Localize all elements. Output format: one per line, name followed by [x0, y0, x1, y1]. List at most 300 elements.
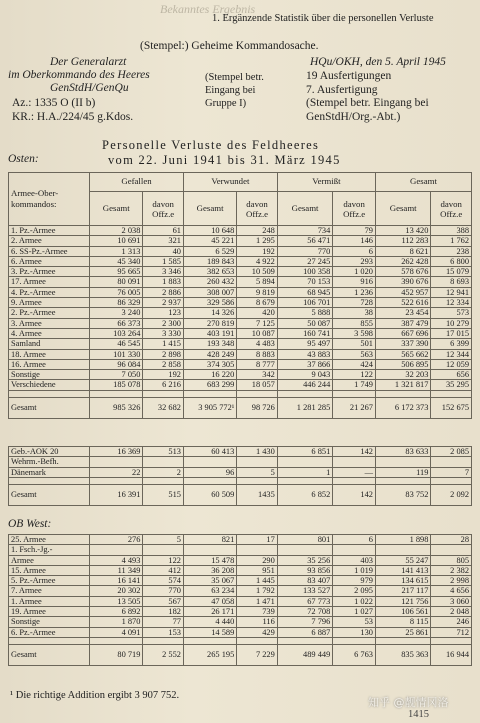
- row-label: Sonstige: [9, 617, 90, 627]
- cell-value: 329 586: [183, 298, 236, 308]
- total-value: 32 682: [143, 397, 184, 418]
- cell-value: 7 796: [277, 617, 332, 627]
- table-row: [9, 447, 472, 457]
- cell-value: 573: [431, 308, 472, 318]
- cell-value: 95 665: [90, 267, 143, 277]
- total-value: 98 726: [237, 397, 278, 418]
- header-verwundet: Verwundet: [183, 173, 277, 192]
- cell-value: 563: [333, 349, 376, 359]
- cell-value: 7 050: [90, 370, 143, 380]
- cell-value: 1 762: [431, 236, 472, 246]
- cell-value: 101 330: [90, 349, 143, 359]
- header-gesamt: Gesamt: [375, 173, 471, 192]
- cell-value: 10 648: [183, 226, 236, 236]
- cell-value: 506 895: [375, 359, 430, 369]
- cell-value: 22: [90, 467, 143, 477]
- header-army: Armee-Ober-kommandos:: [9, 173, 90, 226]
- cell-value: 260 432: [183, 277, 236, 287]
- cell-value: 6 887: [277, 627, 332, 637]
- cell-value: 2: [143, 467, 184, 477]
- cell-value: [333, 545, 376, 555]
- copy-number-line: 7. Ausfertigung: [306, 84, 378, 96]
- cell-value: 1 471: [237, 596, 278, 606]
- sub-gesamt: Gesamt: [90, 192, 143, 226]
- table-spacer: [9, 390, 472, 397]
- cell-value: 122: [333, 370, 376, 380]
- cell-value: 337 390: [375, 339, 430, 349]
- cell-value: 46 545: [90, 339, 143, 349]
- table-row: [9, 596, 472, 606]
- cell-value: 238: [431, 246, 472, 256]
- cell-value: 656: [431, 370, 472, 380]
- cell-value: 10 509: [237, 267, 278, 277]
- cell-value: 100 358: [277, 267, 332, 277]
- cell-value: 28: [431, 535, 472, 545]
- cell-value: 13 420: [375, 226, 430, 236]
- cell-value: 10 691: [90, 236, 143, 246]
- total-row: [9, 397, 472, 418]
- cell-value: 390 676: [375, 277, 430, 287]
- cell-value: 83 407: [277, 576, 332, 586]
- total-value: 3 905 772¹: [183, 397, 236, 418]
- row-label: 9. Armee: [9, 298, 90, 308]
- cell-value: 36 208: [183, 565, 236, 575]
- cell-value: 374 305: [183, 359, 236, 369]
- row-label: Verschiedene: [9, 380, 90, 390]
- cell-value: 17: [237, 535, 278, 545]
- sub-gesamt: Gesamt: [277, 192, 332, 226]
- cell-value: 1: [277, 467, 332, 477]
- table-row: [9, 617, 472, 627]
- table-row: [9, 467, 472, 477]
- cell-value: 133 527: [277, 586, 332, 596]
- total-value: 515: [143, 484, 184, 505]
- table-row: [9, 545, 472, 555]
- row-label: Geb.-AOK 20: [9, 447, 90, 457]
- cell-value: 2 300: [143, 318, 184, 328]
- cell-value: 734: [277, 226, 332, 236]
- cell-value: 23 454: [375, 308, 430, 318]
- cell-value: [143, 457, 184, 467]
- table-row: [9, 576, 472, 586]
- cell-value: 56 471: [277, 236, 332, 246]
- cell-value: 4 656: [431, 586, 472, 596]
- cell-value: 801: [277, 535, 332, 545]
- total-row: [9, 484, 472, 505]
- cell-value: 248: [237, 226, 278, 236]
- cell-value: 1 792: [237, 586, 278, 596]
- cell-value: 3 330: [143, 328, 184, 338]
- cell-value: 424: [333, 359, 376, 369]
- row-label: 6. Pz.-Armee: [9, 627, 90, 637]
- cell-value: 728: [333, 298, 376, 308]
- table-row: [9, 267, 472, 277]
- cell-value: 6 529: [183, 246, 236, 256]
- total-row: [9, 644, 472, 665]
- cell-value: 20 302: [90, 586, 143, 596]
- cell-value: 3 346: [143, 267, 184, 277]
- row-label: 25. Armee: [9, 535, 90, 545]
- cell-value: [375, 457, 430, 467]
- cell-value: 80 091: [90, 277, 143, 287]
- header-vermisst: Vermißt: [277, 173, 375, 192]
- cell-value: 4 091: [90, 627, 143, 637]
- row-label: 6. Armee: [9, 256, 90, 266]
- cell-value: 12 941: [431, 287, 472, 297]
- cell-value: 1 749: [333, 380, 376, 390]
- cell-value: 262 428: [375, 256, 430, 266]
- table-row: [9, 287, 472, 297]
- cell-value: 15 079: [431, 267, 472, 277]
- page-number: 1415: [408, 709, 429, 720]
- cell-value: 403: [333, 555, 376, 565]
- cell-value: 50 087: [277, 318, 332, 328]
- cell-value: 192: [143, 370, 184, 380]
- table-row: [9, 607, 472, 617]
- cell-value: 2 038: [90, 226, 143, 236]
- cell-value: 10 279: [431, 318, 472, 328]
- total-label: Gesamt: [9, 484, 90, 505]
- total-value: 16 944: [431, 644, 472, 665]
- cell-value: —: [333, 467, 376, 477]
- cell-value: 1 430: [237, 447, 278, 457]
- total-value: 835 363: [375, 644, 430, 665]
- sub-offz: davon Offz.e: [143, 192, 184, 226]
- cell-value: 79: [333, 226, 376, 236]
- cell-value: 35 295: [431, 380, 472, 390]
- cell-value: 1 295: [237, 236, 278, 246]
- cell-value: 103 264: [90, 328, 143, 338]
- cell-value: [237, 545, 278, 555]
- cell-value: 66 373: [90, 318, 143, 328]
- cell-value: 805: [431, 555, 472, 565]
- total-label: Gesamt: [9, 397, 90, 418]
- sub-gesamt: Gesamt: [375, 192, 430, 226]
- cell-value: 6 800: [431, 256, 472, 266]
- table-row: [9, 586, 472, 596]
- cell-value: 1 898: [375, 535, 430, 545]
- cell-value: 387 479: [375, 318, 430, 328]
- sender-line-1: Der Generalarzt: [50, 56, 127, 68]
- cell-value: 1 019: [333, 565, 376, 575]
- table-row: [9, 318, 472, 328]
- row-label: Samland: [9, 339, 90, 349]
- cell-value: 979: [333, 576, 376, 586]
- cell-value: 14 326: [183, 308, 236, 318]
- stamp-line-1: (Stempel betr.: [205, 72, 264, 83]
- cell-value: 7 125: [237, 318, 278, 328]
- cell-value: 567: [143, 596, 184, 606]
- cell-value: 452 957: [375, 287, 430, 297]
- total-label: Gesamt: [9, 644, 90, 665]
- cell-value: 5 888: [277, 308, 332, 318]
- table-row: [9, 246, 472, 256]
- cell-value: 3 060: [431, 596, 472, 606]
- cell-value: 8 777: [237, 359, 278, 369]
- row-label: Dänemark: [9, 467, 90, 477]
- total-value: 489 449: [277, 644, 332, 665]
- sender-line-4: Az.: 1335 O (II b): [12, 97, 96, 109]
- cell-value: 134 615: [375, 576, 430, 586]
- east-losses-table: [8, 172, 472, 419]
- document-subtitle: vom 22. Juni 1941 bis 31. März 1945: [108, 153, 341, 167]
- cell-value: 38: [333, 308, 376, 318]
- total-value: 6 852: [277, 484, 332, 505]
- row-label: 1. Pz.-Armee: [9, 226, 90, 236]
- cell-value: [277, 457, 332, 467]
- cell-value: 10 087: [237, 328, 278, 338]
- cell-value: 501: [333, 339, 376, 349]
- row-label: 17. Armee: [9, 277, 90, 287]
- cell-value: 578 676: [375, 267, 430, 277]
- total-value: 265 195: [183, 644, 236, 665]
- stamp-secret: (Stempel:) Geheime Kommandosache.: [140, 40, 319, 52]
- cell-value: [90, 545, 143, 555]
- cell-value: 2 858: [143, 359, 184, 369]
- total-value: 80 719: [90, 644, 143, 665]
- cell-value: 683 299: [183, 380, 236, 390]
- cell-value: 116: [237, 617, 278, 627]
- cell-value: 2 898: [143, 349, 184, 359]
- cell-value: [333, 457, 376, 467]
- cell-value: 1 883: [143, 277, 184, 287]
- table-row: [9, 535, 472, 545]
- sub-offz: davon Offz.e: [333, 192, 376, 226]
- cell-value: 1 585: [143, 256, 184, 266]
- cell-value: 2 048: [431, 607, 472, 617]
- table-row: [9, 457, 472, 467]
- cell-value: 290: [237, 555, 278, 565]
- row-label: 4. Armee: [9, 328, 90, 338]
- cell-value: 420: [237, 308, 278, 318]
- header-gefallen: Gefallen: [90, 173, 184, 192]
- cell-value: 153: [143, 627, 184, 637]
- cell-value: 6: [333, 535, 376, 545]
- row-label: 6. SS-Pz.-Armee: [9, 246, 90, 256]
- cell-value: 2 095: [333, 586, 376, 596]
- cell-value: 83 633: [375, 447, 430, 457]
- total-value: 1435: [237, 484, 278, 505]
- cell-value: 35 067: [183, 576, 236, 586]
- cell-value: 513: [143, 447, 184, 457]
- cell-value: 8 679: [237, 298, 278, 308]
- cell-value: 25 861: [375, 627, 430, 637]
- table-row: [9, 565, 472, 575]
- cell-value: [375, 545, 430, 555]
- cell-value: 68 945: [277, 287, 332, 297]
- west-losses-table: [8, 534, 472, 666]
- cell-value: 14 589: [183, 627, 236, 637]
- cell-value: 12 334: [431, 298, 472, 308]
- cell-value: 18 057: [237, 380, 278, 390]
- cell-value: 770: [143, 586, 184, 596]
- cell-value: 855: [333, 318, 376, 328]
- cell-value: 185 078: [90, 380, 143, 390]
- cell-value: 1 313: [90, 246, 143, 256]
- row-label: 2. Pz.-Armee: [9, 308, 90, 318]
- cell-value: 16 220: [183, 370, 236, 380]
- cell-value: 141 413: [375, 565, 430, 575]
- cell-value: 76 005: [90, 287, 143, 297]
- footnote: ¹ Die richtige Addition ergibt 3 907 752.: [10, 690, 180, 701]
- cell-value: 3 598: [333, 328, 376, 338]
- cell-value: 63 234: [183, 586, 236, 596]
- row-label: Wehrm.-Befh.: [9, 457, 90, 467]
- cell-value: 522 616: [375, 298, 430, 308]
- cell-value: 96 084: [90, 359, 143, 369]
- table-row: [9, 277, 472, 287]
- cell-value: 2 886: [143, 287, 184, 297]
- cell-value: 47 058: [183, 596, 236, 606]
- cell-value: 6 399: [431, 339, 472, 349]
- row-label: 7. Armee: [9, 586, 90, 596]
- cell-value: 119: [375, 467, 430, 477]
- cell-value: 37 866: [277, 359, 332, 369]
- sender-line-2: im Oberkommando des Heeres: [8, 69, 150, 81]
- cell-value: 8 883: [237, 349, 278, 359]
- cell-value: 5 894: [237, 277, 278, 287]
- cell-value: 403 191: [183, 328, 236, 338]
- cell-value: 1 236: [333, 287, 376, 297]
- cell-value: 189 843: [183, 256, 236, 266]
- cell-value: 428 249: [183, 349, 236, 359]
- cell-value: 6 216: [143, 380, 184, 390]
- cell-value: 446 244: [277, 380, 332, 390]
- cell-value: 27 245: [277, 256, 332, 266]
- org-stamp-line-2: GenStdH/Org.-Abt.): [306, 111, 401, 123]
- faint-header: Bekanntes Ergebnis: [160, 2, 256, 16]
- cell-value: 17 015: [431, 328, 472, 338]
- cell-value: 1 415: [143, 339, 184, 349]
- sub-offz: davon Offz.e: [237, 192, 278, 226]
- cell-value: 77: [143, 617, 184, 627]
- table-row: [9, 359, 472, 369]
- table-row: [9, 370, 472, 380]
- cell-value: 1 020: [333, 267, 376, 277]
- cell-value: 40: [143, 246, 184, 256]
- stamp-line-2: Eingang bei: [205, 85, 256, 96]
- cell-value: 4 922: [237, 256, 278, 266]
- cell-value: 86 329: [90, 298, 143, 308]
- total-value: 1 281 285: [277, 397, 332, 418]
- cell-value: 16 369: [90, 447, 143, 457]
- document-title: Personelle Verluste des Feldheeres: [102, 138, 320, 152]
- cell-value: 193 348: [183, 339, 236, 349]
- cell-value: 67 773: [277, 596, 332, 606]
- cell-value: 2 937: [143, 298, 184, 308]
- row-label: 19. Armee: [9, 607, 90, 617]
- cell-value: 4 440: [183, 617, 236, 627]
- org-stamp-line-1: (Stempel betr. Eingang bei: [306, 97, 429, 109]
- total-value: 2 092: [431, 484, 472, 505]
- cell-value: 4 483: [237, 339, 278, 349]
- row-label: 3. Armee: [9, 318, 90, 328]
- total-value: 60 509: [183, 484, 236, 505]
- cell-value: 1 027: [333, 607, 376, 617]
- cell-value: 712: [431, 627, 472, 637]
- sub-offz: davon Offz.e: [431, 192, 472, 226]
- cell-value: 9 819: [237, 287, 278, 297]
- cell-value: 106 701: [277, 298, 332, 308]
- cell-value: 574: [143, 576, 184, 586]
- cell-value: 308 007: [183, 287, 236, 297]
- cell-value: 16 141: [90, 576, 143, 586]
- cell-value: 60 413: [183, 447, 236, 457]
- cell-value: 93 856: [277, 565, 332, 575]
- watermark: 知乎 @靓情冈洛: [368, 696, 449, 709]
- cell-value: 55 247: [375, 555, 430, 565]
- header-right: 1. Ergänzende Statistik über die personellen Verluste: [212, 13, 434, 24]
- cell-value: 45 221: [183, 236, 236, 246]
- cell-value: 382 653: [183, 267, 236, 277]
- cell-value: 951: [237, 565, 278, 575]
- cell-value: 12 059: [431, 359, 472, 369]
- cell-value: 35 256: [277, 555, 332, 565]
- cell-value: [431, 457, 472, 467]
- cell-value: 770: [277, 246, 332, 256]
- cell-value: 72 708: [277, 607, 332, 617]
- cell-value: 667 696: [375, 328, 430, 338]
- cell-value: 1 445: [237, 576, 278, 586]
- row-label: 16. Armee: [9, 359, 90, 369]
- table-row: [9, 308, 472, 318]
- table-row: [9, 236, 472, 246]
- table-row: [9, 226, 472, 236]
- row-label: 2. Armee: [9, 236, 90, 246]
- cell-value: [183, 545, 236, 555]
- cell-value: 8 621: [375, 246, 430, 256]
- cell-value: 7: [431, 467, 472, 477]
- cell-value: [431, 545, 472, 555]
- cell-value: 1 022: [333, 596, 376, 606]
- cell-value: 96: [183, 467, 236, 477]
- cell-value: 121 756: [375, 596, 430, 606]
- table-row: [9, 328, 472, 338]
- cell-value: 8 693: [431, 277, 472, 287]
- cell-value: 106 561: [375, 607, 430, 617]
- total-value: 142: [333, 484, 376, 505]
- row-label: 1. Armee: [9, 596, 90, 606]
- cell-value: 122: [143, 555, 184, 565]
- cell-value: 26 171: [183, 607, 236, 617]
- table-row: [9, 380, 472, 390]
- cell-value: 130: [333, 627, 376, 637]
- cell-value: [237, 457, 278, 467]
- cell-value: 6 851: [277, 447, 332, 457]
- row-label: 5. Pz.-Armee: [9, 576, 90, 586]
- cell-value: 6: [333, 246, 376, 256]
- cell-value: 6 892: [90, 607, 143, 617]
- cell-value: 565 662: [375, 349, 430, 359]
- table-row: [9, 339, 472, 349]
- cell-value: 4 493: [90, 555, 143, 565]
- total-value: 152 675: [431, 397, 472, 418]
- section-osten: Osten:: [8, 153, 39, 165]
- sub-gesamt: Gesamt: [183, 192, 236, 226]
- cell-value: 739: [237, 607, 278, 617]
- cell-value: [277, 545, 332, 555]
- cell-value: [183, 457, 236, 467]
- row-label: 4. Pz.-Armee: [9, 287, 90, 297]
- cell-value: 2 085: [431, 447, 472, 457]
- cell-value: 342: [237, 370, 278, 380]
- row-label: 3. Pz.-Armee: [9, 267, 90, 277]
- cell-value: 182: [143, 607, 184, 617]
- cell-value: 123: [143, 308, 184, 318]
- cell-value: 12 344: [431, 349, 472, 359]
- cell-value: 270 819: [183, 318, 236, 328]
- cell-value: 142: [333, 447, 376, 457]
